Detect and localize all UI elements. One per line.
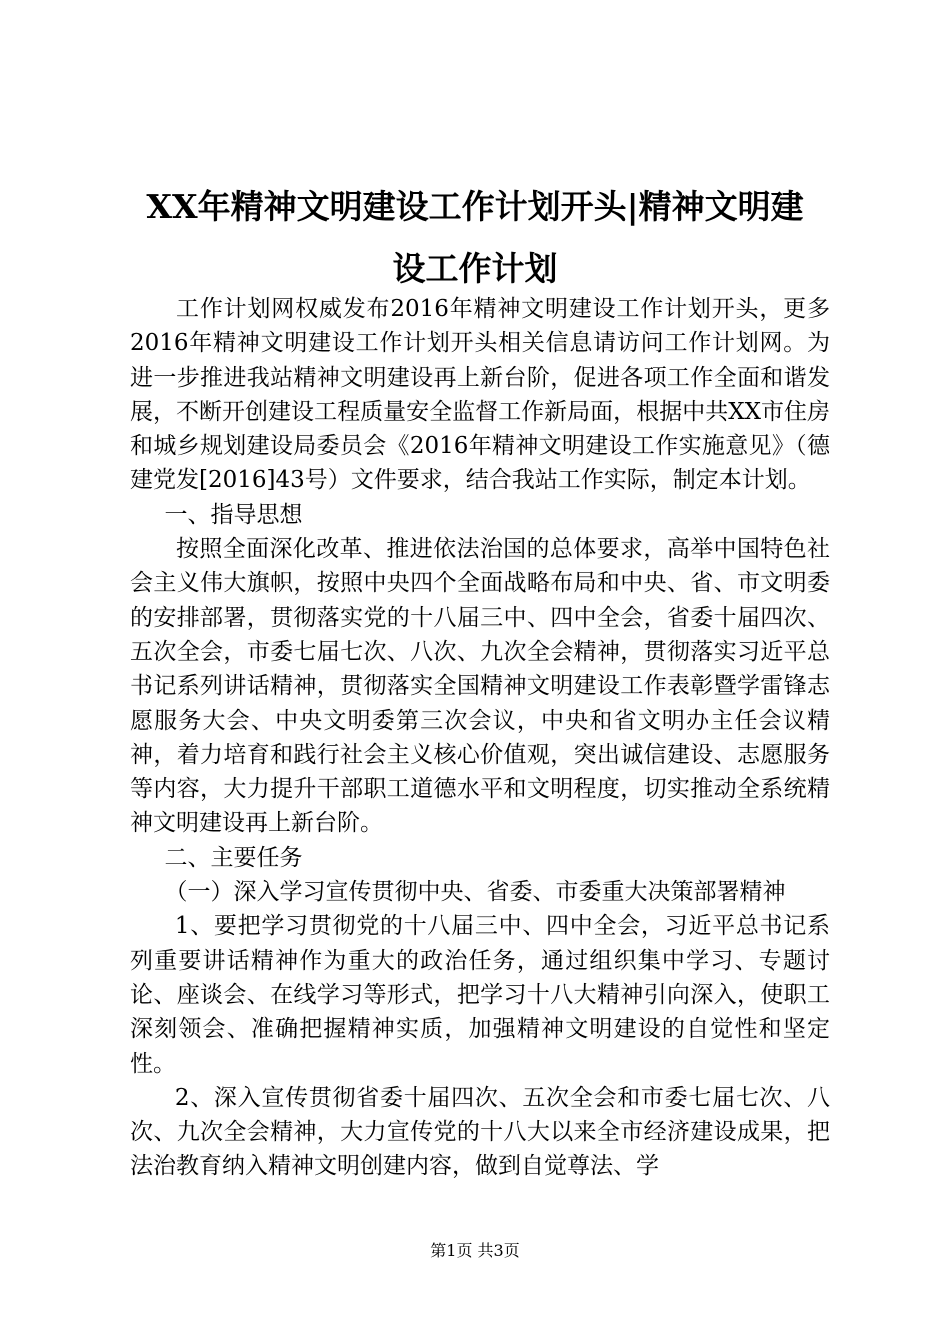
document-body [130,292,830,1184]
guiding-ideology-paragraph: 按照全面深化改革、推进依法治国的总体要求，高举中国特色社会主义伟大旗帜，按照中央四个全面战略布局和中央、省、市文明委的安排部署，贯彻落实党的十八届三中、四中全会，省委十届四次、五次全会，市委七届七次、八次、九次全会精神，贯彻落实习近平总书记系列讲话精神，贯彻落实全国精神文明建设工作表彰暨学雷锋志愿服务大会、中央文明委第三次会议，中央和省文明办主任会议精神，着力培育和践行社会主义核心价值观，突出诚信建设、志愿服务等内容，大力提升干部职工道德水平和文明程度，切实推动全系统精神文明建设再上新台阶。 [130,536,830,837]
page-footer: 第1页 共3页 [430,1241,520,1260]
task-item-1: 1、要把学习贯彻党的十八届三中、四中全会，习近平总书记系列重要讲话精神作为重大的政治任务，通过组织集中学习、专题讨论、座谈会、在线学习等形式，把学习十八大精神引向深入，使职工深刻领会、准确把握精神实质，加强精神文明建设的自觉性和坚定性。 [130,913,830,1077]
section-heading-guiding-ideology: 一、指导思想 [164,501,303,528]
section-heading-main-tasks: 二、主要任务 [164,844,303,871]
title-line-2: 设工作计划 [392,249,558,288]
document-title [100,176,850,300]
subsection-heading-1: （一）深入学习宣传贯彻中央、省委、市委重大决策部署精神 [164,879,786,906]
task-item-2: 2、深入宣传贯彻省委十届四次、五次全会和市委七届七次、八次、九次全会精神，大力宣传党的十八大以来全市经济建设成果，把法治教育纳入精神文明创建内容，做到自觉尊法、学 [130,1084,830,1180]
intro-paragraph: 工作计划网权威发布2016年精神文明建设工作计划开头，更多2016年精神文明建设工作计划开头相关信息请访问工作计划网。为进一步推进我站精神文明建设再上新台阶，促进各项工作全面和谐发展，不断开创建设工程质量安全监督工作新局面，根据中共XX市住房和城乡规划建设局委员会《2016年精神文明建设工作实施意见》（德建党发[2016]43号）文件要求，结合我站工作实际，制定本计划。 [130,296,830,494]
title-line-1: XX年精神文明建设工作计划开头|精神文明建 [146,187,804,226]
